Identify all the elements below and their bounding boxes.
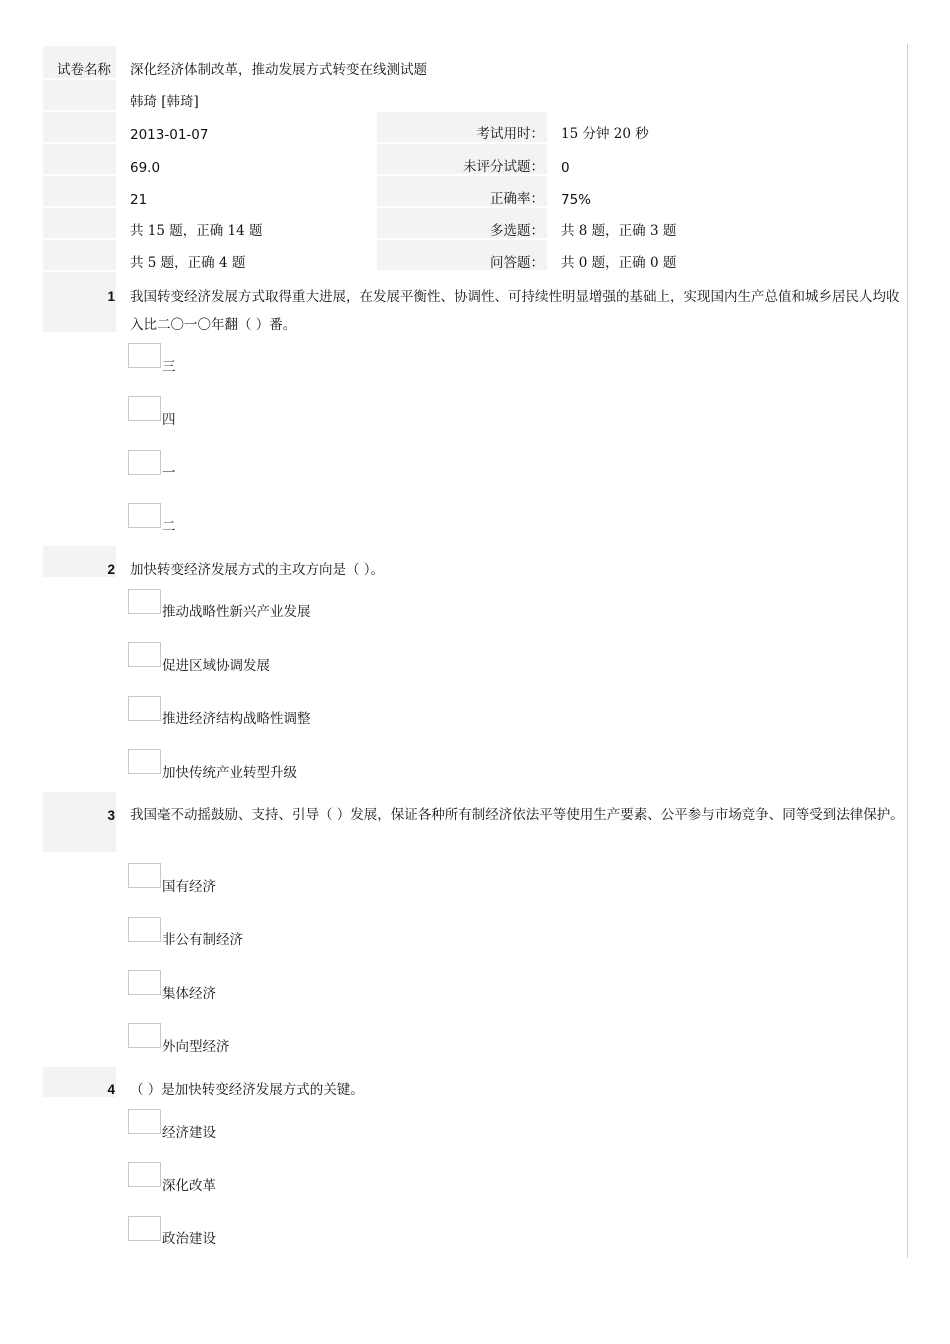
score: 69.0 <box>130 160 161 176</box>
option-checkbox[interactable] <box>128 396 161 421</box>
option-label: 外向型经济 <box>162 1039 230 1055</box>
accuracy-label: 正确率： <box>490 191 544 207</box>
qa-label: 问答题： <box>490 255 544 271</box>
option-checkbox[interactable] <box>128 642 161 667</box>
option-label: 加快传统产业转型升级 <box>162 765 297 781</box>
exam-date: 2013-01-07 <box>130 127 209 143</box>
accuracy: 75% <box>561 192 592 208</box>
single-choice-summary: 共 15 题，正确 14 题 <box>130 223 263 239</box>
multi-choice-label: 多选题： <box>490 223 544 239</box>
option-label: 二 <box>162 519 176 535</box>
option-label: 一 <box>162 465 176 481</box>
label-cell <box>43 176 116 206</box>
option-label: 集体经济 <box>162 986 216 1002</box>
option-label: 促进区域协调发展 <box>162 658 270 674</box>
ungraded-count: 0 <box>561 160 570 176</box>
option-checkbox[interactable] <box>128 863 161 888</box>
option-checkbox[interactable] <box>128 1109 161 1134</box>
label-cell <box>43 208 116 238</box>
option-checkbox[interactable] <box>128 1023 161 1048</box>
qa-summary: 共 0 题，正确 0 题 <box>561 255 677 271</box>
question-text: （ ）是加快转变经济发展方式的关键。 <box>130 1082 364 1098</box>
option-label: 经济建设 <box>162 1125 216 1141</box>
option-label: 四 <box>162 412 176 428</box>
question-number: 1 <box>107 289 115 304</box>
option-label: 深化改革 <box>162 1178 216 1194</box>
time-used: 15 分钟 20 秒 <box>561 126 649 142</box>
label-cell <box>43 112 116 142</box>
option-checkbox[interactable] <box>128 589 161 614</box>
judge-summary: 共 5 题，正确 4 题 <box>130 255 246 271</box>
option-checkbox[interactable] <box>128 1162 161 1187</box>
question-text: 加快转变经济发展方式的主攻方向是（ ）。 <box>130 562 385 578</box>
question-text: 我国毫不动摇鼓励、支持、引导（ ）发展，保证各种所有制经济依法平等使用生产要素、公平参与市场竞争、同等受到法律保护。 <box>130 807 904 823</box>
option-label: 推进经济结构战略性调整 <box>162 711 311 727</box>
label-cell <box>43 144 116 174</box>
label-cell <box>43 80 116 110</box>
option-checkbox[interactable] <box>128 696 161 721</box>
option-checkbox[interactable] <box>128 1216 161 1241</box>
option-checkbox[interactable] <box>128 450 161 475</box>
time-used-label: 考试用时： <box>476 126 544 142</box>
option-checkbox[interactable] <box>128 503 161 528</box>
user-name: 韩琦 [韩琦] <box>130 94 199 110</box>
option-checkbox[interactable] <box>128 917 161 942</box>
multi-choice-summary: 共 8 题，正确 3 题 <box>561 223 677 239</box>
question-number: 3 <box>107 808 115 823</box>
ungraded-label: 未评分试题： <box>463 159 544 175</box>
option-checkbox[interactable] <box>128 343 161 368</box>
label-cell <box>43 240 116 270</box>
count: 21 <box>130 192 148 208</box>
question-number: 2 <box>107 562 115 577</box>
option-label: 国有经济 <box>162 879 216 895</box>
paper-name: 深化经济体制改革，推动发展方式转变在线测试题 <box>130 62 427 78</box>
option-label: 三 <box>162 359 176 375</box>
paper-name-label: 试卷名称 <box>57 62 111 78</box>
option-checkbox[interactable] <box>128 970 161 995</box>
option-label: 推动战略性新兴产业发展 <box>162 604 311 620</box>
option-label: 非公有制经济 <box>162 932 243 948</box>
option-label: 政治建设 <box>162 1231 216 1247</box>
question-text: 我国转变经济发展方式取得重大进展，在发展平衡性、协调性、可持续性明显增强的基础上，实现国内生产总值和城乡居民人均收入比二〇一〇年翻（ ）番。 <box>130 289 900 333</box>
question-number: 4 <box>107 1082 115 1097</box>
option-checkbox[interactable] <box>128 749 161 774</box>
